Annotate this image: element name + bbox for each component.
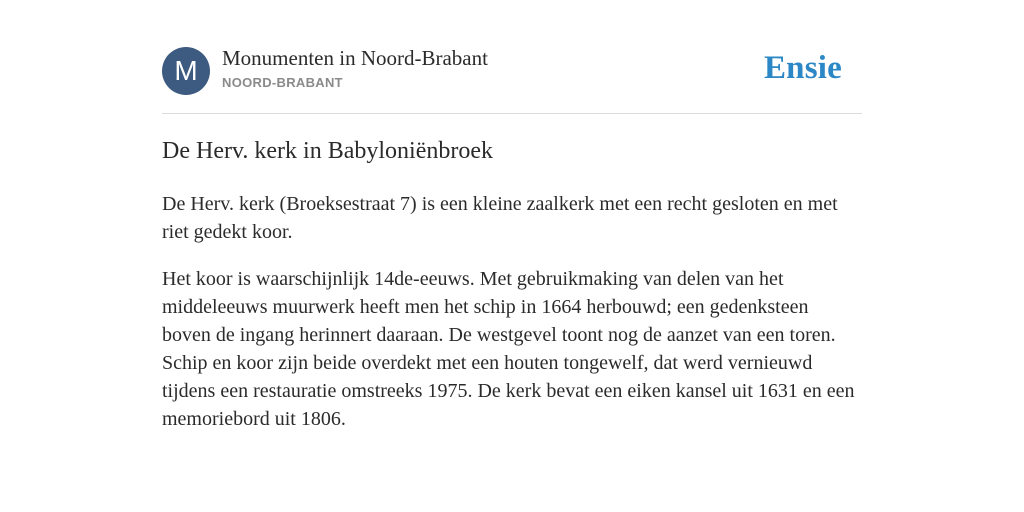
article-body — [162, 190, 862, 452]
source-header — [162, 0, 862, 114]
article-card — [162, 0, 862, 430]
source-title[interactable]: Monumenten in Noord-Brabant — [222, 46, 488, 70]
source-avatar[interactable]: M — [162, 47, 210, 95]
article-title: De Herv. kerk in Babyloniënbroek — [162, 138, 494, 164]
article-paragraph-1: De Herv. kerk (Broeksestraat 7) is een kleine zaalkerk met een recht gesloten en met riet gedekt koor. — [162, 193, 838, 243]
article-paragraph-2: Het koor is waarschijnlijk 14de-eeuws. Met gebruikmaking van delen van het middeleeuws muurwerk heeft men het schip in 1664 herbouwd; een gedenksteen boven de ingang herinnert daaraan. De westgevel toont nog de aanzet van een toren. Schip en koor zijn beide overdekt met een houten tongewelf, dat werd vernieuwd tijdens een restauratie omstreeks 1975. De kerk bevat een eiken kansel uit 1631 en een memoriebord uit 1806. — [162, 268, 855, 430]
source-subtitle: NOORD-BRABANT — [222, 75, 343, 90]
ensie-logo[interactable]: Ensie — [763, 50, 842, 86]
